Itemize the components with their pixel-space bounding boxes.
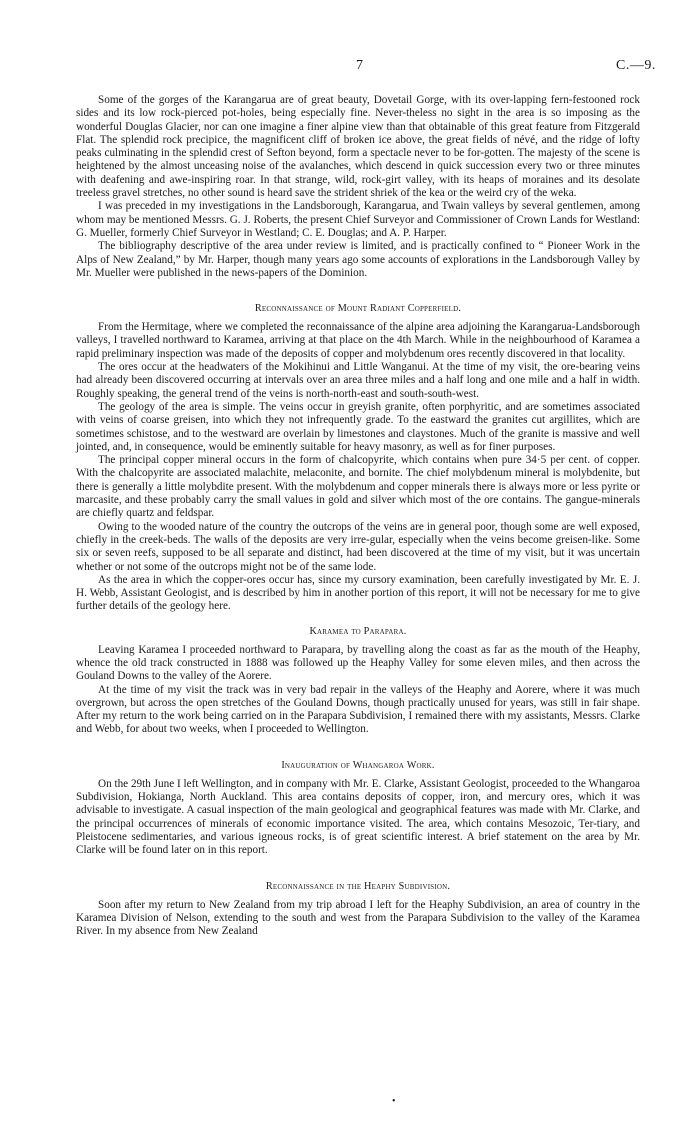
paragraph: Soon after my return to New Zealand from my trip abroad I left for the Heaphy Subdivision, an area of country in the Karamea Division of Nelson, extending to the south and west from the Parapara Subdivision to the valley of the Karamea River. In my absence from New Zealand: [76, 898, 640, 938]
paragraph: From the Hermitage, where we completed the reconnaissance of the alpine area adjoining the Karangarua-Landsborough valleys, I travelled northward to Karamea, arriving at that place on the 4th March. While in the neighbourhood of Karamea a rapid preliminary inspection was made of the deposits of copper and molybdenum ores recently discovered in that locality.: [76, 321, 640, 360]
whangaroa-section: [76, 759, 640, 858]
paragraph: On the 29th June I left Wellington, and in company with Mr. E. Clarke, Assistant Geologist, proceeded to the Whangaroa Subdivision, Hokianga, North Auckland. This area contains deposits of copper, iron, and mercury ores, which it was advisable to investigate. A casual inspection of the main geological and geographical features was made with Mr. Clarke, and the principal occurrences of minerals of economic importance visited. The area, which contains Mesozoic, Ter-tiary, and Pleistocene sedimentaries, and various igneous rocks, is of great scientific interest. A brief statement on the area by Mr. Clarke will be found later on in this report.: [76, 777, 640, 857]
report-reference: C.—9.: [616, 58, 656, 73]
heaphy-section: [76, 880, 640, 939]
karamea-section: [76, 625, 640, 737]
page-number: 7: [356, 58, 363, 73]
paragraph: The geology of the area is simple. The veins occur in greyish granite, often porphyritic, and are sometimes associated with veins of coarse greisen, into which they not infrequently grade. To the eastward the granites cut argillites, which are sometimes schistose, and to the westward are overlain by limestones and claystones. Much of the granite is massive and well jointed, and, in consequence, would be eminently suitable for heavy masonry, as well as for finer purposes.: [76, 400, 640, 453]
section-heading: Karamea to Parapara.: [309, 625, 407, 637]
section-heading: Reconnaissance of Mount Radiant Copperfield.: [254, 303, 462, 315]
paragraph: I was preceded in my investigations in the Landsborough, Karangarua, and Twain valleys by several gentlemen, among whom may be mentioned Messrs. G. J. Roberts, the present Chief Surveyor and Commissioner of Crown Lands for Westland: G. Mueller, formerly Chief Surveyor in Westland; C. E. Douglas; and A. P. Harper.: [76, 200, 640, 239]
document-body: [76, 94, 640, 938]
paragraph: Owing to the wooded nature of the country the outcrops of the veins are in general poor, though some are well exposed, chiefly in the creek-beds. The walls of the deposits are very irre-gular, especially when the veins become greisen-like. Some six or seven reefs, supposed to be all separate and distinct, had been discovered at the time of my visit, but it was uncertain whether or not some of the outcrops might not be of the same lode.: [76, 520, 640, 573]
paragraph: At the time of my visit the track was in very bad repair in the valleys of the Heaphy and Aorere, where it was much overgrown, but across the open stretches of the Gouland Downs, though practically unused for years, was still in fair shape. After my return to the work being carried on in the Parapara Subdivision, I remained there with my assistants, Messrs. Clarke and Webb, for about two weeks, when I proceeded to Wellington.: [76, 683, 640, 736]
page-header: [0, 58, 700, 78]
section-heading: Inauguration of Whangaroa Work.: [281, 759, 435, 771]
paragraph: Leaving Karamea I proceeded northward to Parapara, by travelling along the coast as far as the mouth of the Heaphy, whence the old track constructed in 1888 was followed up the Heaphy Valley for some eleven miles, and then across the Gouland Downs to the valley of the Aorere.: [76, 643, 640, 683]
paragraph: As the area in which the copper-ores occur has, since my cursory examination, been carefully investigated by Mr. E. J. H. Webb, Assistant Geologist, and is described by him in another portion of this report, it will not be necessary for me to give further details of the geology here.: [76, 573, 640, 613]
intro-section: [76, 94, 640, 280]
paragraph: The principal copper mineral occurs in the form of chalcopyrite, which contains when pure 34·5 per cent. of copper. With the chalcopyrite are associated malachite, melaconite, and bornite. The chief molybdenum mineral is molybdenite, but there is generally a little molybdite present. With the molybdenum and copper minerals there is always more or less pyrite or marcasite, and these probably carry the small values in gold and silver which most of the ore contains. The gangue-minerals are chiefly quartz and feldspar.: [76, 454, 640, 520]
copperfield-section: [76, 302, 640, 614]
print-mark: •: [392, 1096, 396, 1107]
paragraph: Some of the gorges of the Karangarua are of great beauty, Dovetail Gorge, with its over-lapping fern-festooned rock sides and its low rock-pierced pot-holes, being especially fine. Never-theless no sight in the area is so imposing as the wonderful Douglas Glacier, nor can one imagine a finer alpine view than that obtainable of this great feature from Fitzgerald Flat. The splendid rock precipice, the magnificent cliff of broken ice above, the great fields of névé, and the ridge of lofty peaks culminating in the splendid crest of Sefton beyond, form a spectacle never to be for-gotten. The majesty of the scene is heightened by the almost unceasing noise of the avalanches, which descend in quick succession every two or three minutes with deafening and awe-inspiring roar. In that strange, wild, rock-girt valley, with its heaps of moraines and its desolate treeless gravel stretches, no other sound is heard save the strident shriek of the kea or the weird cry of the weka.: [76, 94, 640, 200]
paragraph: The bibliography descriptive of the area under review is limited, and is practically confined to “ Pioneer Work in the Alps of New Zealand,” by Mr. Harper, though many years ago some accounts of explorations in the Landsborough Valley by Mr. Mueller were published in the news-papers of the Dominion.: [76, 240, 640, 279]
section-heading: Reconnaissance in the Heaphy Subdivision.: [265, 880, 451, 892]
paragraph: The ores occur at the headwaters of the Mokihinui and Little Wanganui. At the time of my visit, the ore-bearing veins had already been discovered occurring at intervals over an area three miles and a half long and one mile and a half in width. Roughly speaking, the general trend of the veins is north-north-east and south-south-west.: [76, 361, 640, 400]
